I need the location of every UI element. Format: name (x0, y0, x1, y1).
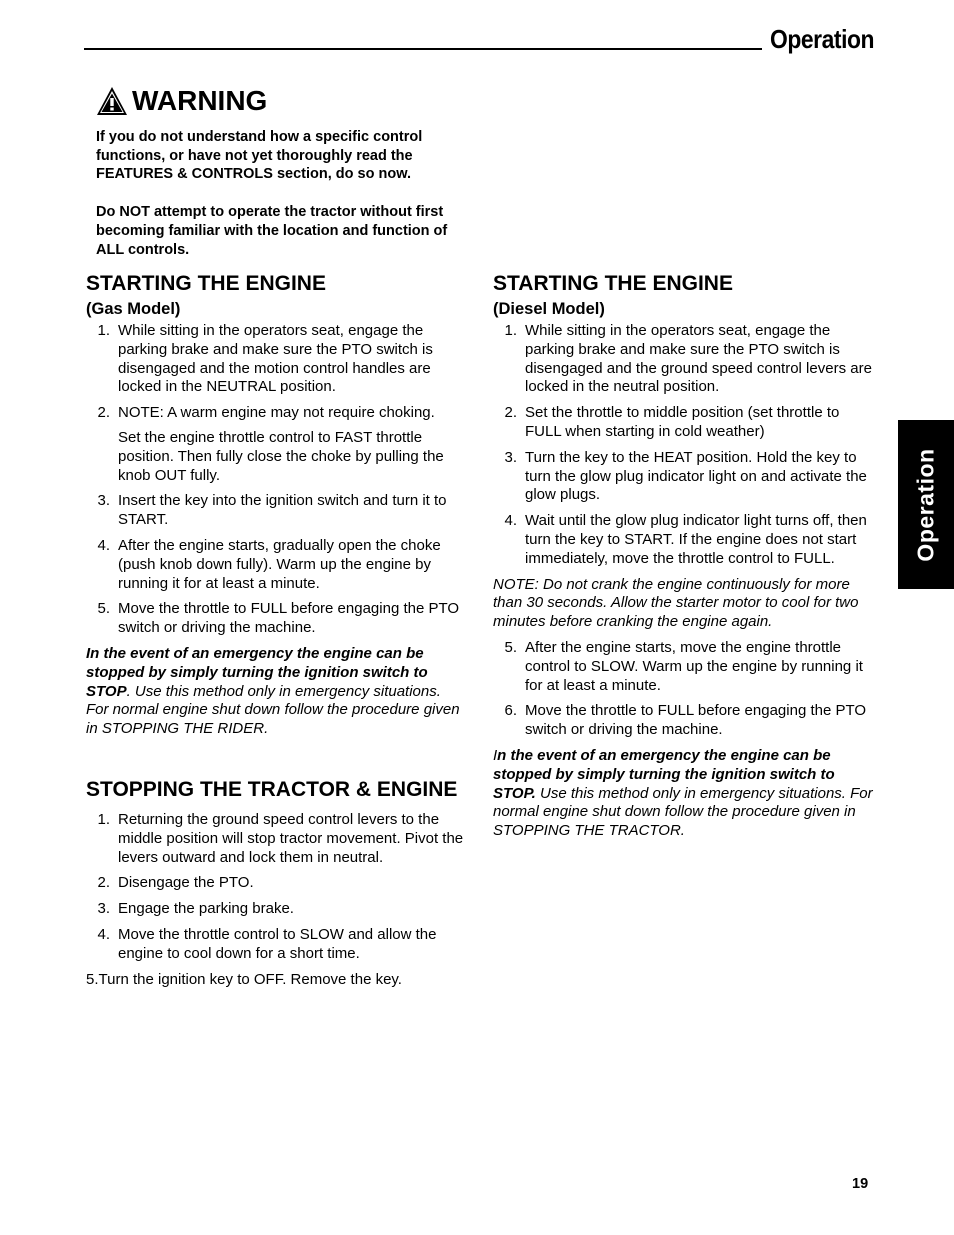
emergency-text: . Use this method only in emergency situations. For normal engine shut down follow the procedure given in STOPPING THE RIDER. (86, 682, 460, 738)
step-number: 1. (97, 322, 110, 339)
stopping-section-heading: STOPPING THE TRACTOR & ENGINE (86, 777, 458, 801)
warning-triangle-icon (96, 86, 128, 116)
step-number: 1. (97, 810, 110, 828)
list-item (86, 492, 466, 530)
gas-steps-list (86, 322, 466, 638)
step-text: Move the throttle to FULL before engaging the PTO switch or driving the machine. (118, 600, 460, 637)
list-item (86, 900, 466, 919)
gas-emergency-note (86, 645, 466, 739)
list-item (493, 512, 873, 568)
diesel-section-heading: STARTING THE ENGINE (493, 272, 733, 295)
step-text: While sitting in the operators seat, engage the parking brake and make sure the PTO switch is disengaged and the ground speed control levers are locked in the neutral position. (525, 322, 872, 396)
list-item (493, 322, 873, 397)
step-number: 4. (97, 925, 110, 943)
list-item (86, 811, 466, 867)
step-text: Move the throttle control to SLOW and allow the engine to cool down for a short time. (118, 925, 437, 962)
list-item (86, 404, 466, 485)
header-rule (84, 48, 762, 50)
step-number: 2. (97, 404, 110, 422)
warning-box (96, 84, 466, 259)
step-number: 5. (504, 638, 517, 656)
step-number: 3. (97, 900, 110, 918)
emergency-text: Use this method only in emergency situations. For normal engine shut down follow the procedure given in STOPPING THE TRACTOR. (493, 784, 873, 840)
step-text: Insert the key into the ignition switch and turn it to START. (118, 492, 447, 529)
step-number: 3. (97, 492, 110, 510)
step-number: 6. (504, 702, 517, 720)
step-text: Engage the parking brake. (118, 900, 294, 918)
list-item (493, 404, 873, 442)
step-text: While sitting in the operators seat, engage the parking brake and make sure the PTO switch is disengaged and the motion control handles are locked in the NEUTRAL position. (118, 322, 433, 396)
step-number: 2. (504, 404, 517, 422)
diesel-steps-list (493, 322, 873, 569)
step-text: Move the throttle to FULL before engaging the PTO switch or driving the machine. (525, 702, 867, 739)
list-item (493, 639, 873, 695)
step-number: 3. (504, 448, 517, 466)
diesel-crank-note: NOTE: Do not crank the engine continuously for more than 30 seconds. Allow the starter motor to cool for two minutes before cranking the engine again. (493, 575, 859, 631)
step-number: 5. (97, 600, 110, 618)
list-item (86, 537, 466, 593)
stopping-steps-list (86, 811, 466, 964)
side-section-tab (898, 420, 954, 589)
emergency-bold-text: n the event of an emergency the engine can be stopped by simply turning the ignition switch to STOP. (493, 746, 835, 802)
step-text-continued: Set the engine throttle control to FAST throttle position. Then fully close the choke by pulling the knob OUT fully. (118, 428, 444, 484)
page-section-title: Operation (770, 24, 875, 54)
right-column (493, 271, 873, 848)
warning-paragraph-1: If you do not understand how a specific control functions, or have not yet thoroughly read the FEATURES & CONTROLS section, do so now. (96, 129, 423, 183)
left-column (86, 271, 466, 989)
step-text: Set the throttle to middle position (set throttle to FULL when starting in cold weather) (525, 404, 840, 440)
step-text: After the engine starts, gradually open the choke (push knob down fully). Warm up the engine by running it for at least a minute. (118, 536, 441, 592)
diesel-emergency-note (493, 747, 873, 841)
list-item (86, 874, 466, 893)
step-text: Turn the key to the HEAT position. Hold the key to turn the glow plug indicator light on and activate the glow plugs. (525, 448, 867, 504)
emergency-bold-text: In the event of an emergency the engine can be stopped by simply turning the ignition switch to STOP (86, 644, 428, 700)
stopping-last-step: 5.Turn the ignition key to OFF. Remove the key. (86, 970, 402, 988)
list-item (86, 600, 466, 638)
warning-title: WARNING (132, 85, 268, 116)
step-number: 1. (504, 322, 517, 339)
step-text: NOTE: A warm engine may not require choking. (118, 404, 435, 422)
page-number: 19 (852, 1176, 869, 1192)
step-number: 4. (504, 512, 517, 530)
list-item (493, 449, 873, 505)
step-text: Returning the ground speed control levers to the middle position will stop tractor movement. Pivot the levers outward and lock them in neutral. (118, 810, 464, 866)
side-tab-label: Operation (912, 447, 939, 562)
step-text: Wait until the glow plug indicator light turns off, then turn the key to START. If the engine does not start immediately, move the throttle control to FULL. (525, 512, 867, 567)
step-text: Disengage the PTO. (118, 874, 254, 892)
emergency-first-letter: I (493, 746, 498, 764)
step-text: After the engine starts, move the engine throttle control to SLOW. Warm up the engine by running it for at least a minute. (525, 638, 863, 694)
list-item (493, 702, 873, 740)
warning-title-row (96, 84, 466, 118)
warning-paragraph-2: Do NOT attempt to operate the tractor without first becoming familiar with the location and function of ALL controls. (96, 204, 448, 258)
list-item (86, 926, 466, 964)
list-item (86, 322, 466, 397)
diesel-steps-list-continued (493, 639, 873, 740)
step-number: 2. (97, 874, 110, 892)
gas-section-subheading: (Gas Model) (86, 300, 181, 318)
diesel-section-subheading: (Diesel Model) (493, 300, 605, 318)
gas-section-heading: STARTING THE ENGINE (86, 272, 326, 295)
step-number: 4. (97, 536, 110, 554)
